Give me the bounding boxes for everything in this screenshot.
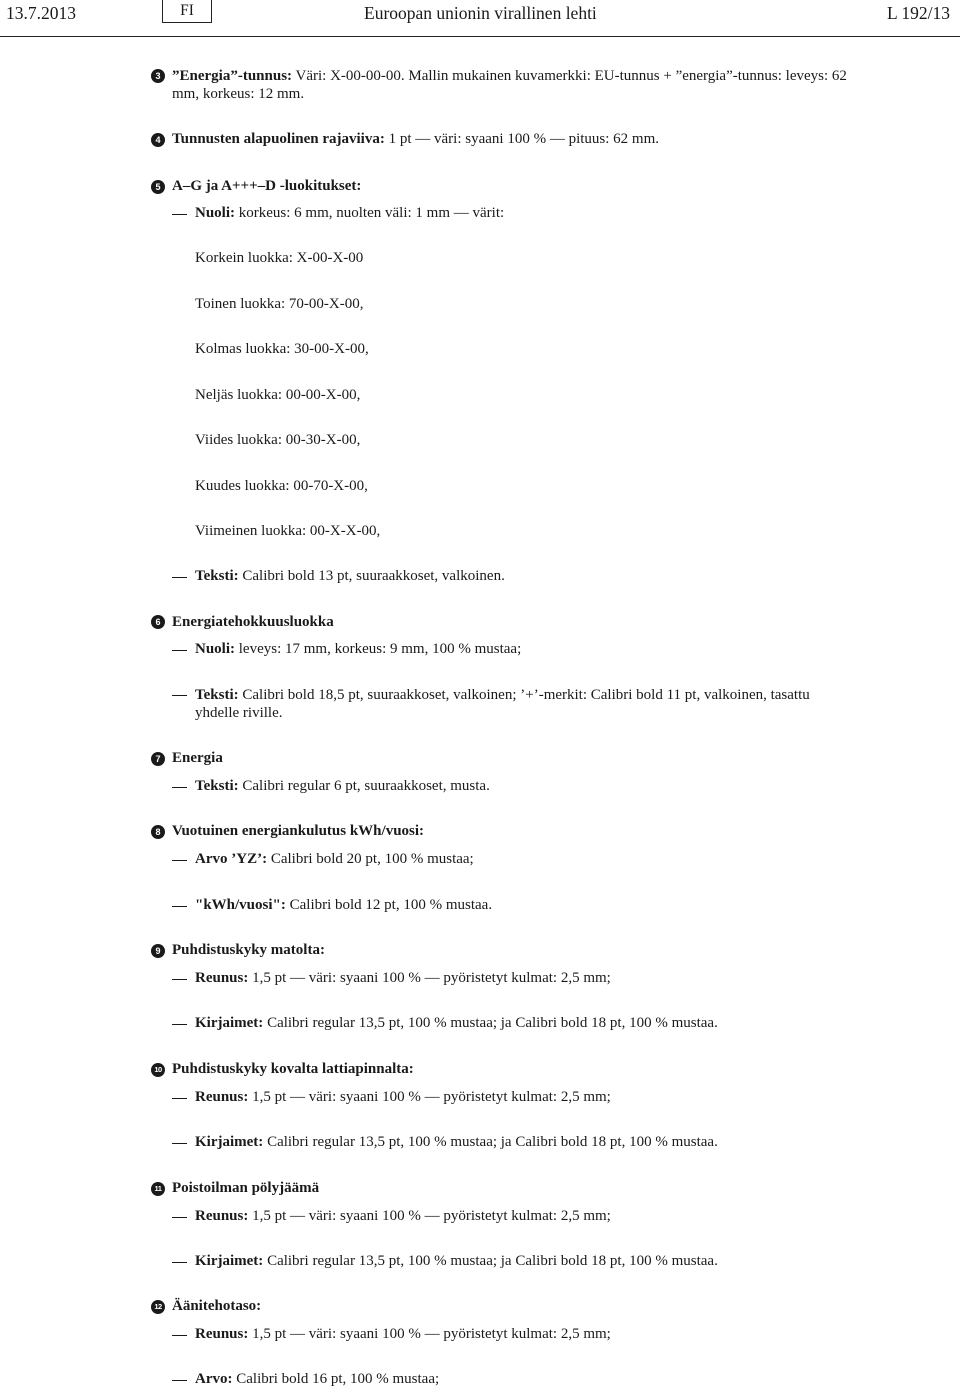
class-color: Korkein luokka: X-00-X-00 [195, 250, 364, 266]
journal-title: Euroopan unionin virallinen lehti [364, 3, 597, 23]
class-color: Neljäs luokka: 00-00-X-00, [195, 387, 361, 403]
sub-item-text: korkeus: 6 mm, nuolten väli: 1 mm — värit: [235, 205, 505, 221]
sub-item-label: "kWh/vuosi": [195, 897, 286, 913]
item-title-text: Poistoilman pölyjäämä [172, 1180, 320, 1196]
sub-item-text: Calibri regular 13,5 pt, 100 % mustaa; ja Calibri bold 18 pt, 100 % mustaa. [263, 1253, 718, 1269]
item-title: Tunnusten alapuolinen rajaviiva: [172, 131, 385, 147]
item-number-badge: 8 [151, 825, 165, 839]
dash-bullet [172, 695, 187, 696]
dash-bullet [172, 577, 187, 578]
sub-item-text: 1,5 pt — väri: syaani 100 % — pyöristetyt kulmat: 2,5 mm; [248, 1326, 611, 1342]
class-color: Kolmas luokka: 30-00-X-00, [195, 341, 369, 357]
item-title [172, 614, 334, 631]
sub-item [195, 1326, 611, 1343]
item-title-text: Vuotuinen energiankulutus kWh/vuosi: [172, 823, 425, 839]
page-header [0, 0, 960, 37]
sub-item [195, 687, 810, 704]
sub-item-label: Teksti: [195, 687, 239, 703]
sub-item [195, 568, 505, 585]
item-text [172, 131, 659, 148]
sub-item-label: Teksti: [195, 778, 239, 794]
sub-item-label: Kirjaimet: [195, 1015, 264, 1031]
sub-item-text: Calibri bold 16 pt, 100 % mustaa; [232, 1371, 440, 1387]
dash-bullet [172, 1024, 187, 1025]
class-color: Toinen luokka: 70-00-X-00, [195, 296, 364, 312]
item-number-badge: 3 [151, 69, 165, 83]
sub-item-text: Calibri bold 20 pt, 100 % mustaa; [267, 851, 474, 867]
sub-item-label: Teksti: [195, 568, 239, 584]
sub-item-text: Calibri regular 13,5 pt, 100 % mustaa; ja Calibri bold 18 pt, 100 % mustaa. [263, 1134, 718, 1150]
item-body: Väri: X-00-00-00. Mallin mukainen kuvamerkki: EU-tunnus + ”energia”-tunnus: leveys: 62 [292, 68, 847, 84]
sub-item [195, 970, 611, 987]
dash-bullet [172, 1380, 187, 1381]
item-title-text: Puhdistuskyky matolta: [172, 942, 325, 958]
dash-bullet [172, 1262, 187, 1263]
sub-item [195, 1208, 611, 1225]
dash-bullet [172, 1217, 187, 1218]
sub-item-cont: yhdelle riville. [195, 705, 283, 721]
sub-item-text: Calibri regular 6 pt, suuraakkoset, musta. [238, 778, 490, 794]
publication-date: 13.7.2013 [6, 3, 76, 23]
item-title [172, 178, 361, 195]
sub-item [195, 1371, 439, 1388]
item-number-badge: 5 [151, 180, 165, 194]
dash-bullet [172, 906, 187, 907]
item-body: 1 pt — väri: syaani 100 % — pituus: 62 mm. [384, 131, 659, 147]
sub-item-text: Calibri bold 12 pt, 100 % mustaa. [285, 897, 493, 913]
dash-bullet [172, 860, 187, 861]
dash-bullet [172, 1098, 187, 1099]
sub-item-label: Reunus: [195, 970, 249, 986]
sub-item [195, 851, 474, 868]
sub-item-label: Nuoli: [195, 641, 236, 657]
language-box: FI [162, 0, 212, 23]
sub-item [195, 778, 490, 795]
sub-item [195, 641, 521, 658]
item-title-text: Energiatehokkuusluokka [172, 614, 334, 630]
sub-item [195, 205, 504, 222]
item-title [172, 1061, 414, 1078]
sub-item-text: 1,5 pt — väri: syaani 100 % — pyöristetyt kulmat: 2,5 mm; [248, 970, 611, 986]
page-reference: L 192/13 [887, 3, 951, 23]
dash-bullet [172, 650, 187, 651]
item-title-text: A–G ja A+++–D -luokitukset: [172, 178, 362, 194]
sub-item-label: Arvo ’YZ’: [195, 851, 268, 867]
dash-bullet [172, 1143, 187, 1144]
sub-item [195, 1015, 718, 1032]
item-number-badge: 7 [151, 752, 165, 766]
dash-bullet [172, 787, 187, 788]
item-title [172, 942, 325, 959]
sub-item-text: 1,5 pt — väri: syaani 100 % — pyöristetyt kulmat: 2,5 mm; [248, 1208, 611, 1224]
item-title-text: Puhdistuskyky kovalta lattiapinnalta: [172, 1061, 414, 1077]
item-title [172, 1298, 261, 1315]
sub-item-text: 1,5 pt — väri: syaani 100 % — pyöristetyt kulmat: 2,5 mm; [248, 1089, 611, 1105]
sub-item-label: Reunus: [195, 1089, 249, 1105]
dash-bullet [172, 979, 187, 980]
item-title [172, 823, 424, 840]
item-number-badge: 10 [151, 1063, 165, 1077]
item-text-cont: mm, korkeus: 12 mm. [172, 86, 305, 102]
sub-item-text: Calibri regular 13,5 pt, 100 % mustaa; ja Calibri bold 18 pt, 100 % mustaa. [263, 1015, 718, 1031]
sub-item-text: leveys: 17 mm, korkeus: 9 mm, 100 % mustaa; [235, 641, 522, 657]
sub-item [195, 1089, 611, 1106]
item-title [172, 750, 223, 767]
class-color: Viimeinen luokka: 00-X-X-00, [195, 523, 381, 539]
sub-item [195, 1253, 718, 1270]
sub-item-label: Nuoli: [195, 205, 236, 221]
item-number-badge: 12 [151, 1300, 165, 1314]
item-number-badge: 4 [151, 133, 165, 147]
item-number-badge: 11 [151, 1182, 165, 1196]
sub-item-label: Kirjaimet: [195, 1253, 264, 1269]
class-color: Viides luokka: 00-30-X-00, [195, 432, 361, 448]
sub-item-label: Arvo: [195, 1371, 233, 1387]
item-title: ”Energia”-tunnus: [172, 68, 293, 84]
sub-item [195, 1134, 718, 1151]
dash-bullet [172, 1335, 187, 1336]
sub-item [195, 897, 492, 914]
sub-item-text: Calibri bold 13 pt, suuraakkoset, valkoinen. [238, 568, 505, 584]
sub-item-label: Reunus: [195, 1326, 249, 1342]
sub-item-label: Kirjaimet: [195, 1134, 264, 1150]
sub-item-label: Reunus: [195, 1208, 249, 1224]
item-title-text: Äänitehotaso: [172, 1298, 262, 1314]
sub-item-text: Calibri bold 18,5 pt, suuraakkoset, valkoinen; ’+’-merkit: Calibri bold 11 pt, valkoinen, tasattu [238, 687, 810, 703]
dash-bullet [172, 214, 187, 215]
item-text [172, 68, 847, 85]
class-color: Kuudes luokka: 00-70-X-00, [195, 478, 368, 494]
item-title [172, 1180, 319, 1197]
item-number-badge: 9 [151, 944, 165, 958]
item-title-text: Energia [172, 750, 223, 766]
item-number-badge: 6 [151, 615, 165, 629]
